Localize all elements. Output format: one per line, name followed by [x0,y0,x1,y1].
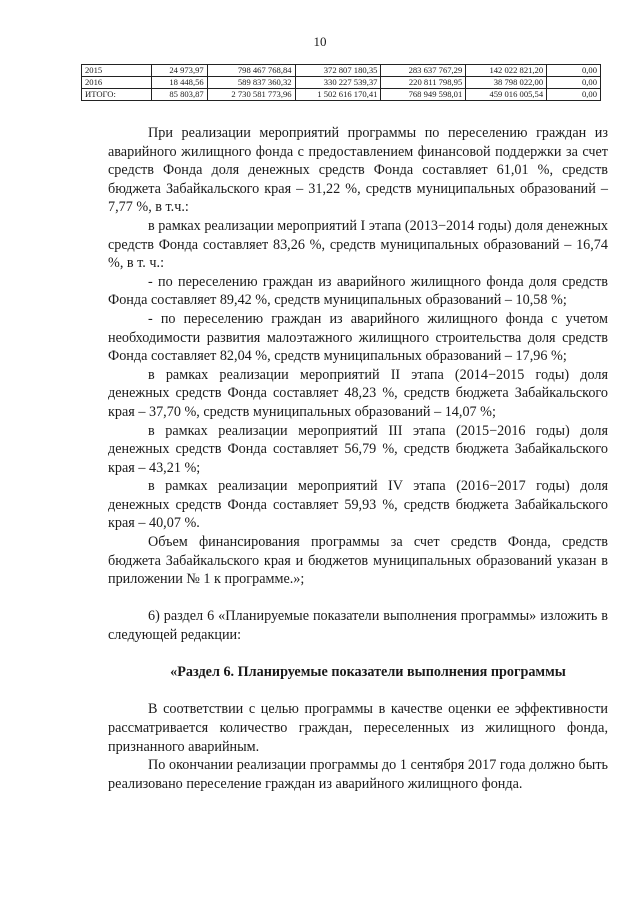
table-row [82,65,601,77]
paragraph: В соответствии с целью программы в качестве оценки ее эффективности рассматривается количество граждан, переселенных из жилищного фонда, признанного аварийным. [108,701,608,755]
table-cell: ИТОГО: [82,89,152,101]
paragraph: в рамках реализации мероприятий III этапа (2015−2016 годы) доля денежных средств Фонда составляет 56,79 %, средств бюджета Забайкальского края – 43,21 %; [108,422,608,476]
table-cell: 142 022 821,20 [466,65,547,77]
paragraph: в рамках реализации мероприятий IV этапа (2016−2017 годы) доля денежных средств Фонда составляет 59,93 %, средств бюджета Забайкальского края – 40,07 %. [108,478,608,532]
table-cell: 2 730 581 773,96 [207,89,295,101]
table-cell: 372 807 180,35 [295,65,381,77]
amendment-item: 6) раздел 6 «Планируемые показатели выполнения программы» изложить в следующей редакции: [108,608,608,644]
table-cell: 220 811 798,95 [381,77,466,89]
table-cell: 0,00 [547,65,601,77]
table-cell: 38 798 022,00 [466,77,547,89]
paragraph: в рамках реализации мероприятий II этапа (2014−2015 годы) доля денежных средств Фонда составляет 48,23 %, средств бюджета Забайкальского края – 37,70 %, средств муниципальных образований – 14,07 %; [108,366,608,420]
table-cell: 283 637 767,29 [381,65,466,77]
paragraph: - по переселению граждан из аварийного жилищного фонда доля средств Фонда составляет 89,42 %, средств муниципальных образований – 10,58 %; [108,273,608,309]
table-cell: 589 837 360,32 [207,77,295,89]
paragraph: По окончании реализации программы до 1 сентября 2017 года должно быть реализовано переселение граждан из аварийного жилищного фонда. [108,757,608,792]
document-body [108,124,608,793]
table-cell: 0,00 [547,77,601,89]
table-cell: 768 949 598,01 [381,89,466,101]
table-cell: 459 016 005,54 [466,89,547,101]
section-heading: «Раздел 6. Планируемые показатели выполнения программы [170,664,566,681]
financing-table [81,64,601,101]
table-cell: 85 803,87 [151,89,207,101]
table-cell: 330 227 539,37 [295,77,381,89]
table-cell: 2015 [82,65,152,77]
paragraph: в рамках реализации мероприятий I этапа (2013−2014 годы) доля денежных средств Фонда составляет 83,26 %, средств муниципальных образований – 16,74 %, в т. ч.: [108,217,608,272]
table-row [82,89,601,101]
table-cell: 18 448,56 [151,77,207,89]
page-number: 10 [313,34,327,49]
paragraph: Объем финансирования программы за счет средств Фонда, средств бюджета Забайкальского края и бюджетов муниципальных образований указан в приложении № 1 к программе.»; [108,534,608,588]
table-cell: 2016 [82,77,152,89]
table-cell: 1 502 616 170,41 [295,89,381,101]
paragraph: - по переселению граждан из аварийного жилищного фонда с учетом необходимости развития малоэтажного жилищного строительства доля средств Фонда составляет 82,04 %, средств муниципальных образований – 17,96 %; [108,310,608,365]
paragraph: При реализации мероприятий программы по переселению граждан из аварийного жилищного фонда с предоставлением финансовой поддержки за счет средств Фонда доля денежных средств Фонда составляет 61,01 %, средств бюджета Забайкальского края – 31,22 %, средств муниципальных образований – 7,77 %, в т.ч.: [108,125,608,216]
table-cell: 798 467 768,84 [207,65,295,77]
table-cell: 0,00 [547,89,601,101]
table-cell: 24 973,97 [151,65,207,77]
table-row [82,77,601,89]
